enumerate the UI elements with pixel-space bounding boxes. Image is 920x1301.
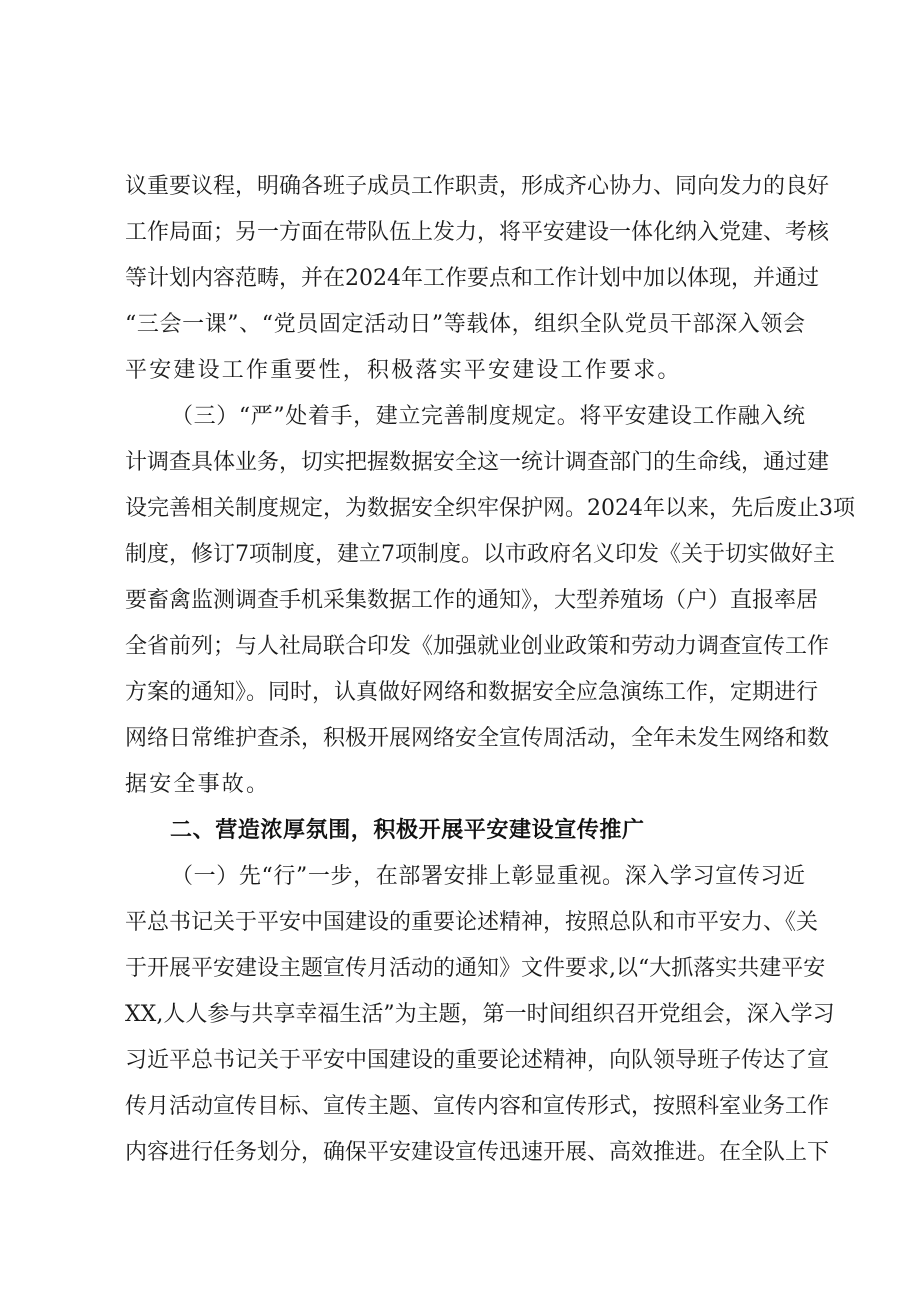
text-line: 工作局面；另一方面在带队伍上发力，将平安建设一体化纳入党建、考核	[125, 220, 830, 245]
text-line: 平安建设工作重要性，积极落实平安建设工作要求。	[125, 358, 682, 383]
text-line: XX,人人参与共享幸福生活”为主题，第一时间组织召开党组会，深入学习	[125, 1002, 835, 1027]
text-line: 设完善相关制度规定，为数据安全织牢保护网。2024年以来，先后废止3项	[125, 496, 855, 521]
text-line: 平总书记关于平安中国建设的重要论述精神，按照总队和市平安力、《关	[125, 910, 819, 935]
text-line: 议重要议程，明确各班子成员工作职责，形成齐心协力、同向发力的良好	[125, 174, 830, 199]
text-line: 等计划内容范畴，并在2024年工作要点和工作计划中加以体现，并通过	[125, 266, 819, 291]
text-line: 习近平总书记关于平安中国建设的重要论述精神，向队领导班子传达了宣	[125, 1048, 830, 1073]
text-line: 内容进行任务划分，确保平安建设宣传迅速开展、高效推进。在全队上下	[125, 1140, 830, 1165]
text-line: 据安全事故。	[125, 772, 271, 797]
section-3-heading-line: （三）“严”处着手，建立完善制度规定。将平安建设工作融入统	[171, 404, 805, 429]
text-line: 网络日常维护查杀，积极开展网络安全宣传周活动，全年未发生网络和数	[125, 726, 830, 751]
text-line: 全省前列；与人社局联合印发《加强就业创业政策和劳动力调查宣传工作	[125, 634, 830, 659]
text-line: 于开展平安建设主题宣传月活动的通知》文件要求,以“大抓落实共建平安	[125, 956, 826, 981]
text-line: 传月活动宣传目标、宣传主题、宣传内容和宣传形式，按照科室业务工作	[125, 1094, 830, 1119]
text-line: 要畜禽监测调查手机采集数据工作的通知》，大型养殖场（户）直报率居	[125, 588, 819, 613]
text-line: 制度，修订7项制度，建立7项制度。以市政府名义印发《关于切实做好主	[125, 542, 835, 567]
text-line: “三会一课”、“党员固定活动日”等载体，组织全队党员干部深入领会	[125, 312, 805, 337]
text-line: 计调查具体业务，切实把握数据安全这一统计调查部门的生命线，通过建	[125, 450, 830, 475]
section-heading: 二、营造浓厚氛围，积极开展平安建设宣传推广	[170, 818, 645, 843]
subsection-1-heading-line: （一）先“行”一步，在部署安排上彰显重视。深入学习宣传习近	[171, 864, 805, 889]
text-line: 方案的通知》。同时，认真做好网络和数据安全应急演练工作，定期进行	[125, 680, 819, 705]
